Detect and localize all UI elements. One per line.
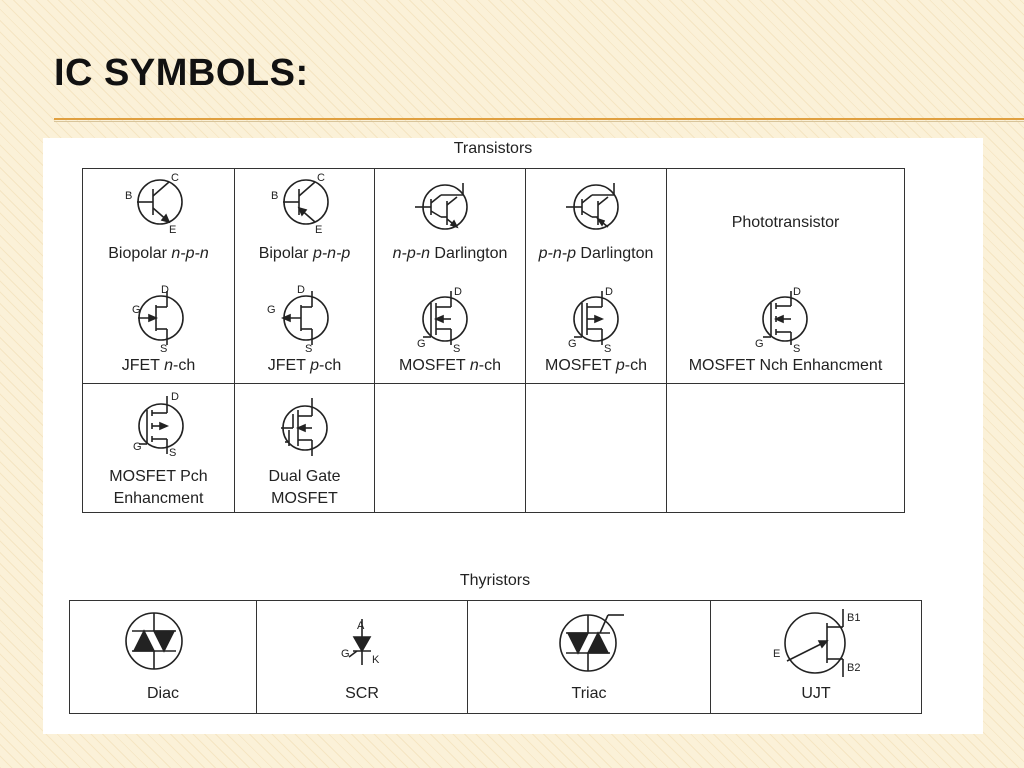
label-mosfet-n-ch: MOSFET n-ch <box>399 357 501 374</box>
pin-label-g: G <box>341 648 350 660</box>
label-phototransistor: Phototransistor <box>731 214 840 231</box>
label-biopolar-npn: Biopolar n-p-n <box>108 245 209 262</box>
pin-label-g: G <box>267 304 276 316</box>
pin-label-g: G <box>132 304 141 316</box>
transistors-table <box>82 168 905 513</box>
label-jfet-p-ch: JFET p-ch <box>267 357 342 374</box>
mosfet-p-channel-icon <box>574 291 618 345</box>
label-ujt: UJT <box>801 685 831 702</box>
label-bipolar-pnp: Bipolar p-n-p <box>258 245 351 262</box>
pin-label-d: D <box>171 391 179 403</box>
pin-label-b1: B1 <box>847 612 861 624</box>
pnp-transistor-icon <box>283 180 328 224</box>
empty-cell <box>667 384 905 513</box>
label-jfet-n-ch: JFET n-ch <box>121 357 196 374</box>
jfet-p-channel-icon <box>283 291 328 345</box>
pin-label-g: G <box>755 338 764 350</box>
pin-label-e: E <box>773 648 781 660</box>
jfet-n-channel-icon <box>138 291 183 345</box>
pin-label-g: G <box>568 338 577 350</box>
mosfet-p-enhancement-icon <box>139 396 183 454</box>
label-mosfet-nch-enhancement: MOSFET Nch Enhancment <box>688 357 883 374</box>
pin-label-d: D <box>793 286 801 298</box>
symbols-panel <box>43 138 983 734</box>
pin-label-s: S <box>604 343 612 355</box>
pin-label-e: E <box>169 224 177 236</box>
pin-label-c: C <box>171 172 179 184</box>
label-scr: SCR <box>345 685 379 702</box>
pin-label-s: S <box>793 343 801 355</box>
pin-label-g: G <box>417 338 426 350</box>
pin-label-d: D <box>161 284 169 296</box>
thyristors-title: Thyristors <box>459 572 531 589</box>
pin-label-e: E <box>315 224 323 236</box>
pin-label-d: D <box>454 286 462 298</box>
empty-cell <box>375 384 526 513</box>
pin-label-s: S <box>305 343 313 355</box>
label-dual-gate-line2: MOSFET <box>271 490 338 507</box>
pin-label-a: A <box>357 620 365 632</box>
label-pnp-darlington: p-n-p Darlington <box>538 245 654 262</box>
npn-darlington-icon <box>415 183 467 229</box>
triac-icon <box>560 615 624 671</box>
pin-label-c: C <box>317 172 325 184</box>
label-triac: Triac <box>571 685 607 702</box>
slide-title: IC SYMBOLS: <box>54 52 309 94</box>
pin-label-b: B <box>271 190 279 202</box>
pin-label-s: S <box>453 343 461 355</box>
dual-gate-mosfet-icon <box>281 398 327 456</box>
label-mosfet-p-ch: MOSFET p-ch <box>545 357 647 374</box>
empty-cell <box>526 384 667 513</box>
title-underline-shadow <box>54 121 1024 122</box>
thyristors-table <box>69 600 922 714</box>
pnp-darlington-icon <box>566 183 618 229</box>
label-mosfet-pch-line1: MOSFET Pch <box>109 468 208 485</box>
mosfet-n-channel-icon <box>423 291 467 345</box>
pin-label-b2: B2 <box>847 662 861 674</box>
ujt-icon <box>785 609 845 677</box>
pin-label-k: K <box>372 654 380 666</box>
pin-label-g: G <box>133 441 142 453</box>
label-mosfet-pch-line2: Enhancment <box>113 490 204 507</box>
npn-transistor-icon <box>137 180 182 224</box>
pin-label-d: D <box>297 284 305 296</box>
mosfet-n-enhancement-icon <box>763 291 807 345</box>
pin-label-s: S <box>160 343 168 355</box>
label-dual-gate-line1: Dual Gate <box>268 468 341 485</box>
transistors-title: Transistors <box>453 140 533 157</box>
pin-label-d: D <box>605 286 613 298</box>
title-underline <box>54 118 1024 120</box>
pin-label-b: B <box>125 190 133 202</box>
pin-label-s: S <box>169 447 177 459</box>
label-diac: Diac <box>146 685 179 702</box>
label-npn-darlington: n-p-n Darlington <box>392 245 508 262</box>
diac-icon <box>126 613 182 669</box>
